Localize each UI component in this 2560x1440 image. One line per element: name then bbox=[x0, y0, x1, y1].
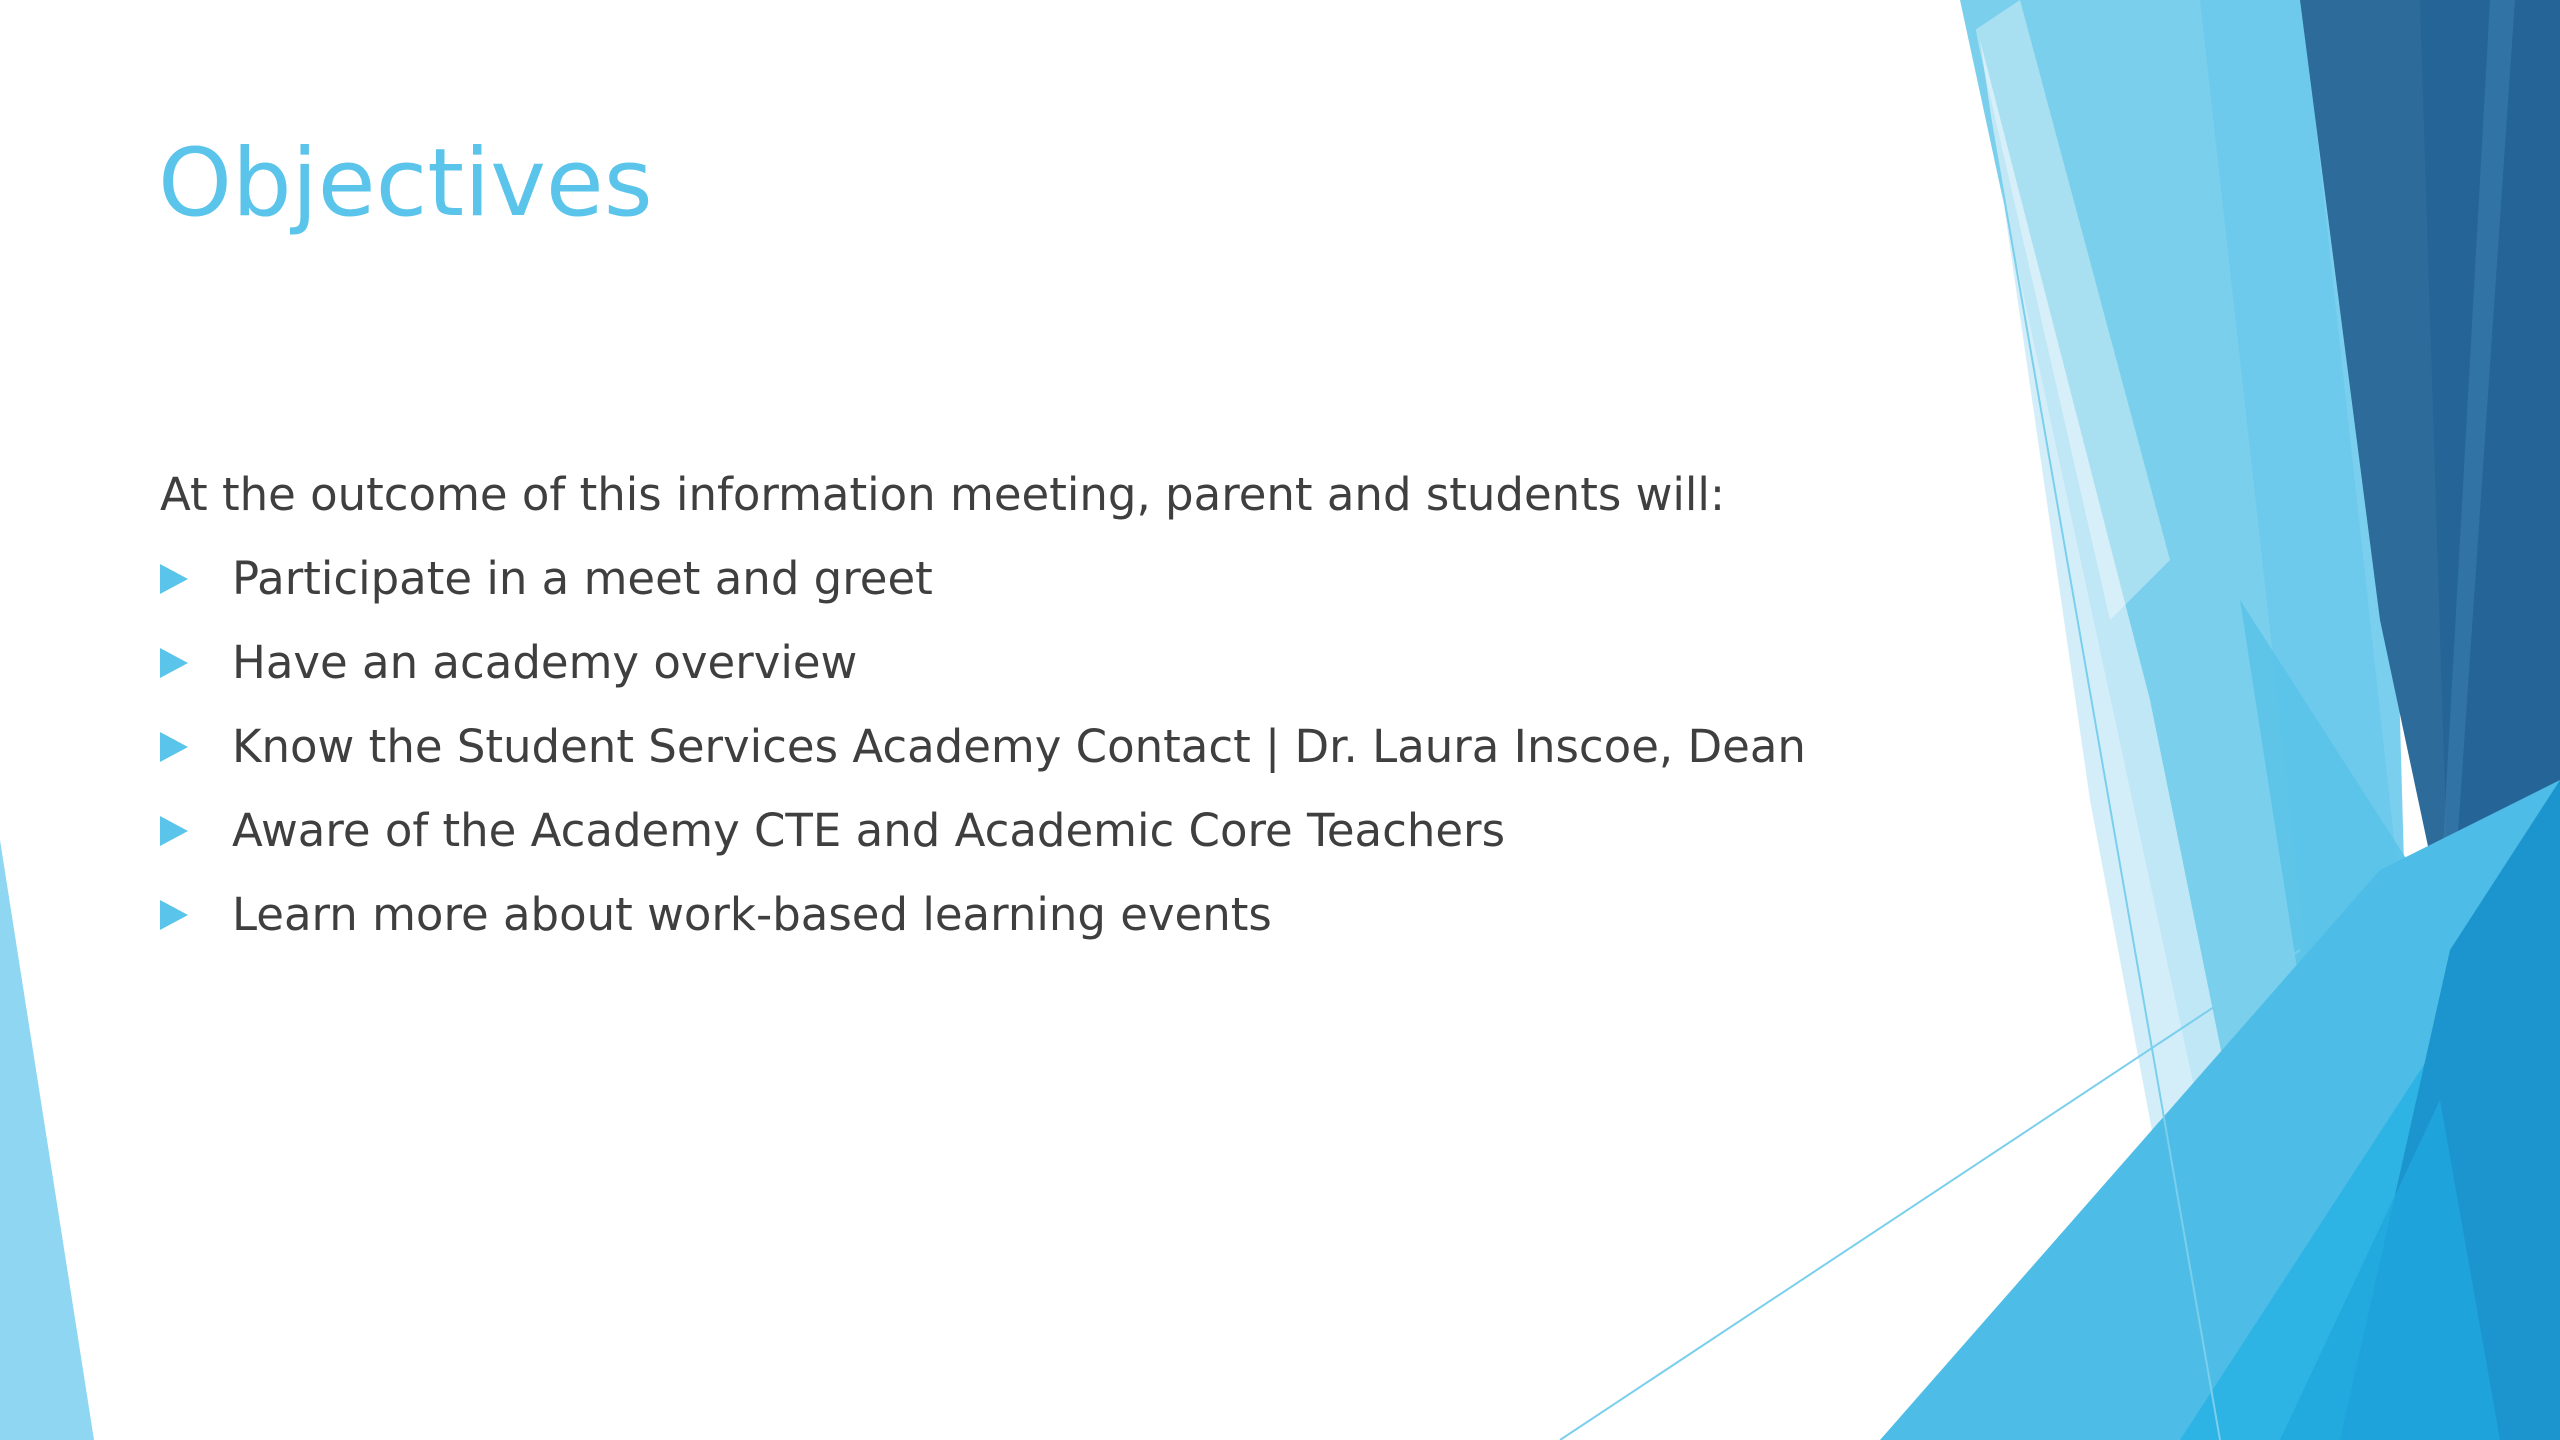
bullet-text: Participate in a meet and greet bbox=[232, 552, 933, 605]
triangle-bullet-icon bbox=[160, 882, 232, 948]
bullet-text: Aware of the Academy CTE and Academic Core Teachers bbox=[232, 804, 1506, 857]
triangle-bullet-icon bbox=[160, 714, 232, 780]
triangle-bullet-icon bbox=[160, 630, 232, 696]
left-facet-shape bbox=[0, 840, 94, 1440]
triangle-bullet-icon bbox=[160, 546, 232, 612]
triangle-bullet-icon bbox=[160, 798, 232, 864]
bullet-list bbox=[160, 546, 2040, 948]
bullet-text: Know the Student Services Academy Contact | Dr. Laura Inscoe, Dean bbox=[232, 720, 1806, 773]
list-item bbox=[160, 714, 2040, 780]
slide-title: Objectives bbox=[158, 129, 653, 238]
list-item bbox=[160, 546, 2040, 612]
list-item bbox=[160, 630, 2040, 696]
slide-body bbox=[160, 462, 2040, 966]
intro-text: At the outcome of this information meeting, parent and students will: bbox=[160, 468, 1726, 521]
list-item bbox=[160, 882, 2040, 948]
list-item bbox=[160, 798, 2040, 864]
bullet-text: Have an academy overview bbox=[232, 636, 858, 689]
bullet-text: Learn more about work-based learning events bbox=[232, 888, 1272, 941]
